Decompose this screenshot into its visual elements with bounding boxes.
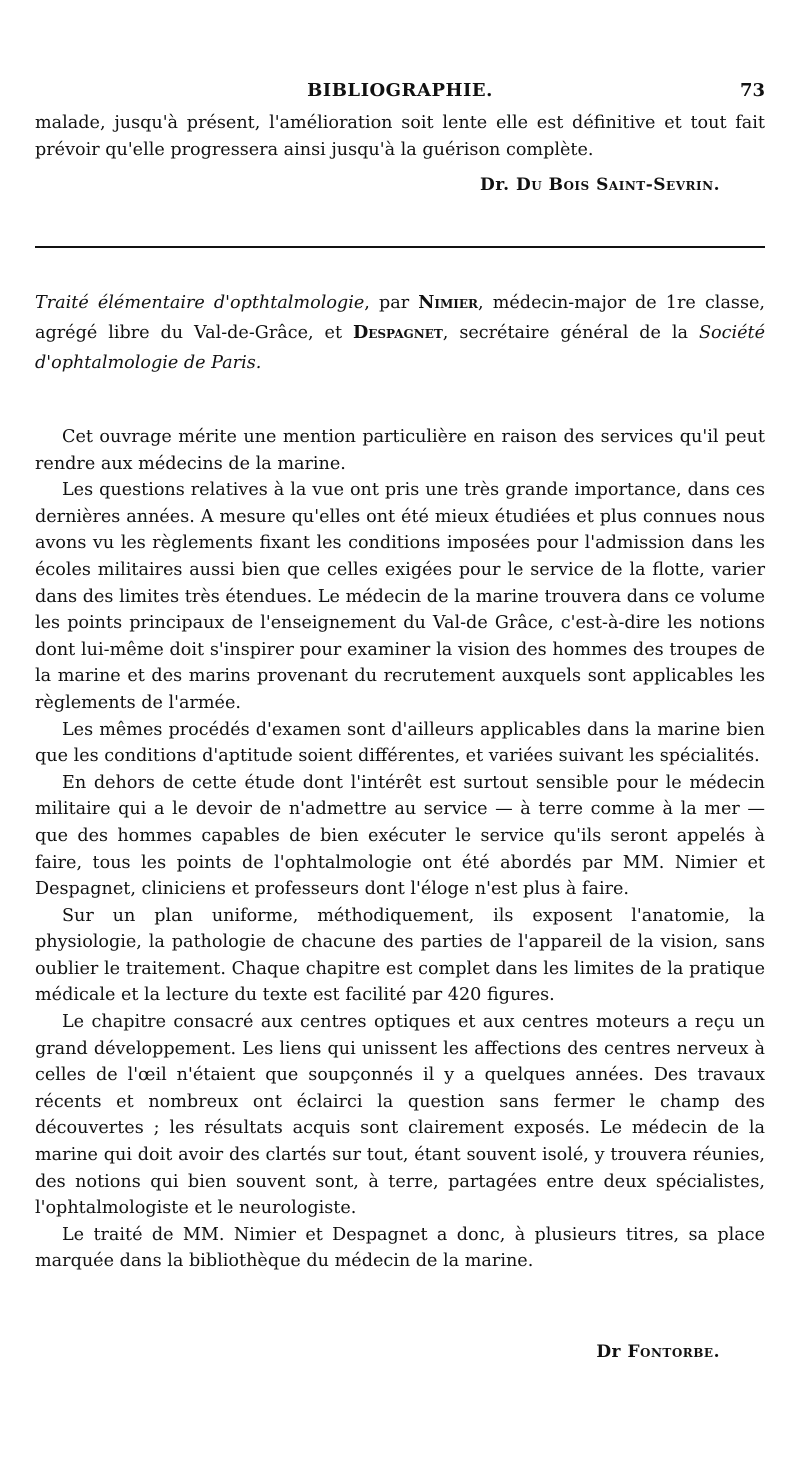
society-name: Société d'ophtalmologie de Paris. — [35, 323, 765, 373]
author-despagnet: Despagnet — [352, 322, 443, 343]
review-body — [35, 424, 765, 1275]
author1-description: , médecin-major de 1re classe, agrégé libre du Val-de-Grâce, et — [35, 293, 765, 343]
running-title: BIBLIOGRAPHIE. — [307, 80, 493, 101]
review-paragraph: En dehors de cette étude dont l'intérêt est surtout sensible pour le médecin militaire qui a le devoir de n'admettre au service — à terre comme à la mer — que des hommes capables de bien exécuter le service qu'ils seront appelés à faire, tous les points de l'ophtalmologie ont été abordés par MM. Nimier et Despagnet, cliniciens et professeurs dont l'éloge n'est plus à faire. — [35, 772, 765, 900]
review-paragraph: Sur un plan uniforme, méthodiquement, ils exposent l'anatomie, la physiologie, la pathologie de chacune des parties de l'appareil de la vision, sans oublier le traitement. Chaque chapitre est complet dans les limites de la pratique médicale et la lecture du texte est facilité par 420 figures. — [35, 905, 765, 1006]
signature-prefix: Dr. — [480, 175, 510, 195]
signature-prefix: Dr — [596, 1342, 622, 1362]
review-signature — [596, 1342, 720, 1362]
author2-description: , secrétaire général de la — [442, 323, 699, 343]
review-paragraph: Le traité de MM. Nimier et Despagnet a donc, à plusieurs titres, sa place marquée dans la bibliothèque du médecin de la marine. — [35, 1224, 765, 1272]
review-heading — [35, 288, 765, 378]
page-number: 73 — [739, 80, 765, 101]
author-nimier: Nimier — [418, 292, 478, 313]
review-paragraph: Les mêmes procédés d'examen sont d'ailleurs applicables dans la marine bien que les conditions d'aptitude soient différentes, et variées suivant les spécialités. — [35, 719, 765, 767]
review-paragraph: Cet ouvrage mérite une mention particulière en raison des services qu'il peut rendre aux médecins de la marine. — [35, 427, 765, 474]
signature-name: Du Bois Saint-Sevrin. — [515, 175, 720, 195]
review-paragraph: Le chapitre consacré aux centres optiques et aux centres moteurs a reçu un grand développement. Les liens qui unissent les affections des centres nerveux à celles de l'œil n'étaient que soupçonnés il y a quelques années. Des travaux récents et nombreux ont éclairci la question sans fermer le champ des découvertes ; les résultats acquis sont clairement exposés. Le médecin de la marine qui doit avoir des clartés sur tout, étant souvent isolé, y trouvera réunies, des notions qui bien souvent sont, à terre, partagées entre deux spécialistes, l'ophtalmologiste et le neurologiste. — [35, 1012, 765, 1219]
signature-name: Fontorbe. — [627, 1342, 720, 1362]
review-paragraph: Les questions relatives à la vue ont pris une très grande importance, dans ces dernières années. A mesure qu'elles ont été mieux étudiées et plus connues nous avons vu les règlements fixant les conditions imposées pour l'admission dans les écoles militaires aussi bien que celles exigées pour le service de la flotte, varier dans des limites très étendues. Le médecin de la marine trouvera dans ce volume les points principaux de l'enseignement du Val-de Grâce, c'est-à-dire les notions dont lui-même doit s'inspirer pour examiner la vision des hommes des troupes de la marine et des marins provenant du recrutement auxquels sont applicables les règlements de l'armée. — [35, 480, 765, 713]
section-divider — [35, 246, 765, 248]
previous-article-closing-text: malade, jusqu'à présent, l'amélioration soit lente elle est définitive et tout fait prévoir qu'elle progressera ainsi jusqu'à la guérison complète. — [35, 113, 765, 160]
page-header — [35, 80, 765, 104]
by-text: , par — [364, 293, 419, 313]
book-title: Traité élémentaire d'opthtalmologie — [35, 293, 365, 313]
previous-article-signature — [480, 175, 720, 195]
previous-article-ending — [35, 110, 765, 164]
